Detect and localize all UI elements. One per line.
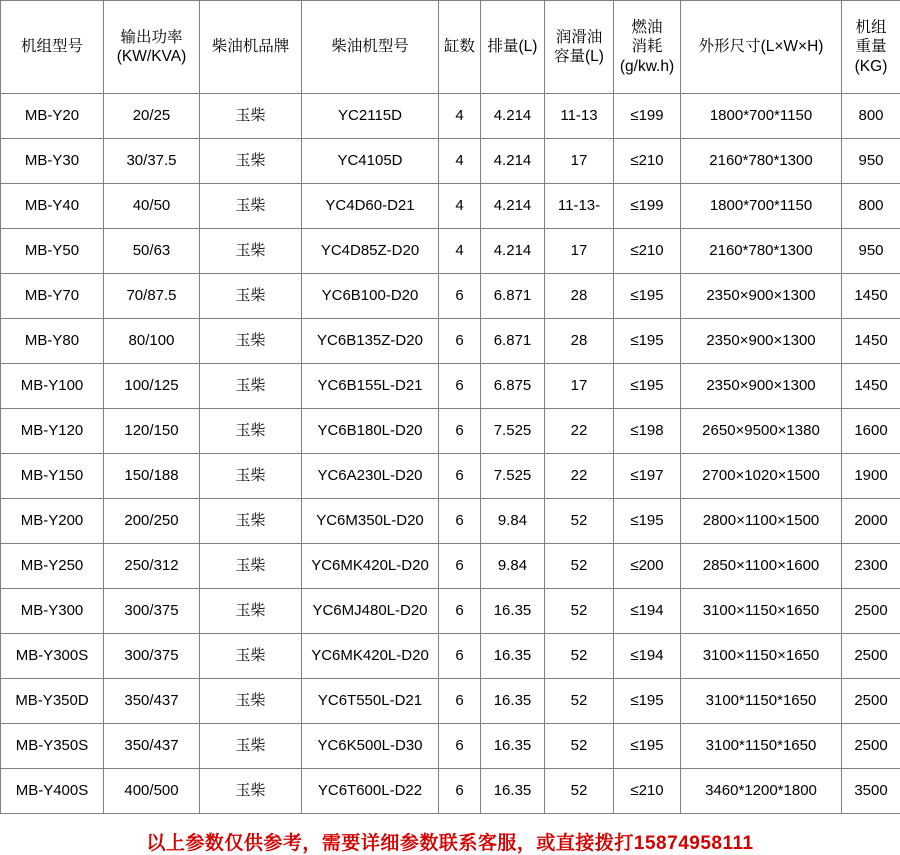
table-body [1, 94, 900, 814]
table-cell: 6 [439, 544, 481, 589]
table-cell: 50/63 [104, 229, 200, 274]
table-cell: 4.214 [481, 229, 545, 274]
cell-model: MB-Y120 [1, 409, 104, 454]
table-cell: ≤199 [614, 184, 681, 229]
table-cell: 1800*700*1150 [681, 184, 842, 229]
table-cell: YC6MK420L-D20 [302, 544, 439, 589]
table-cell: ≤194 [614, 634, 681, 679]
table-cell: YC6T550L-D21 [302, 679, 439, 724]
table-cell: 6 [439, 454, 481, 499]
table-cell: 11-13 [545, 94, 614, 139]
table-cell: 2500 [842, 589, 900, 634]
table-cell: 52 [545, 679, 614, 724]
table-row [1, 139, 900, 184]
table-row [1, 589, 900, 634]
table-cell: 300/375 [104, 634, 200, 679]
cell-brand: 玉柴 [200, 139, 302, 184]
table-cell: 9.84 [481, 544, 545, 589]
cell-model: MB-Y350S [1, 724, 104, 769]
table-cell: ≤195 [614, 319, 681, 364]
table-cell: 52 [545, 499, 614, 544]
table-cell: 3100*1150*1650 [681, 679, 842, 724]
table-cell: 300/375 [104, 589, 200, 634]
table-cell: 800 [842, 184, 900, 229]
table-cell: ≤200 [614, 544, 681, 589]
table-cell: 52 [545, 724, 614, 769]
table-cell: 120/150 [104, 409, 200, 454]
table-cell: 3460*1200*1800 [681, 769, 842, 814]
table-row [1, 499, 900, 544]
table-row [1, 184, 900, 229]
table-cell: 6 [439, 409, 481, 454]
table-cell: 30/37.5 [104, 139, 200, 184]
cell-brand: 玉柴 [200, 544, 302, 589]
header-row [1, 1, 900, 94]
column-header-line: 机组 [843, 18, 899, 37]
column-header-line: (g/kw.h) [615, 57, 679, 76]
footer-note: 以上参数仅供参考，需要详细参数联系客服，或直接拨打15874958111 [0, 814, 900, 855]
cell-model: MB-Y300S [1, 634, 104, 679]
table-cell: 2160*780*1300 [681, 229, 842, 274]
cell-model: MB-Y30 [1, 139, 104, 184]
table-cell: 200/250 [104, 499, 200, 544]
table-cell: YC6M350L-D20 [302, 499, 439, 544]
table-cell: 1450 [842, 319, 900, 364]
column-header-line: 缸数 [440, 37, 479, 56]
table-cell: 22 [545, 409, 614, 454]
table-cell: YC6B155L-D21 [302, 364, 439, 409]
table-row [1, 409, 900, 454]
column-header-line: 机组型号 [2, 37, 102, 56]
table-cell: ≤199 [614, 94, 681, 139]
table-cell: 52 [545, 544, 614, 589]
table-cell: 2500 [842, 634, 900, 679]
table-cell: 28 [545, 319, 614, 364]
table-row [1, 544, 900, 589]
table-cell: YC6T600L-D22 [302, 769, 439, 814]
table-cell: YC4D85Z-D20 [302, 229, 439, 274]
table-cell: 16.35 [481, 724, 545, 769]
table-row [1, 364, 900, 409]
table-cell: 3100×1150×1650 [681, 634, 842, 679]
column-header-line: 容量(L) [546, 47, 612, 66]
table-cell: 11-13- [545, 184, 614, 229]
table-cell: ≤195 [614, 724, 681, 769]
table-cell: 3100*1150*1650 [681, 724, 842, 769]
table-cell: ≤197 [614, 454, 681, 499]
table-header [1, 1, 900, 94]
table-cell: YC6B135Z-D20 [302, 319, 439, 364]
column-header-line: 消耗 [615, 37, 679, 56]
table-cell: 4 [439, 94, 481, 139]
table-cell: ≤210 [614, 229, 681, 274]
table-cell: ≤195 [614, 274, 681, 319]
cell-brand: 玉柴 [200, 769, 302, 814]
table-cell: 2650×9500×1380 [681, 409, 842, 454]
table-cell: YC2115D [302, 94, 439, 139]
table-cell: YC4105D [302, 139, 439, 184]
table-cell: 2850×1100×1600 [681, 544, 842, 589]
cell-brand: 玉柴 [200, 724, 302, 769]
column-header-line: 燃油 [615, 18, 679, 37]
table-cell: 4 [439, 184, 481, 229]
table-cell: ≤195 [614, 364, 681, 409]
column-header-0 [1, 1, 104, 94]
cell-model: MB-Y20 [1, 94, 104, 139]
cell-brand: 玉柴 [200, 94, 302, 139]
column-header-line: 外形尺寸(L×W×H) [682, 37, 840, 56]
table-row [1, 679, 900, 724]
column-header-9 [842, 1, 900, 94]
column-header-line: 输出功率 [105, 28, 198, 47]
table-cell: 3500 [842, 769, 900, 814]
table-row [1, 319, 900, 364]
table-cell: 4 [439, 139, 481, 184]
table-cell: ≤194 [614, 589, 681, 634]
table-cell: 2000 [842, 499, 900, 544]
table-cell: 6.871 [481, 319, 545, 364]
cell-model: MB-Y250 [1, 544, 104, 589]
table-cell: YC6K500L-D30 [302, 724, 439, 769]
table-cell: 800 [842, 94, 900, 139]
table-cell: 7.525 [481, 454, 545, 499]
table-cell: 1800*700*1150 [681, 94, 842, 139]
table-row [1, 769, 900, 814]
cell-model: MB-Y150 [1, 454, 104, 499]
cell-brand: 玉柴 [200, 679, 302, 724]
table-row [1, 724, 900, 769]
cell-brand: 玉柴 [200, 634, 302, 679]
table-cell: YC6A230L-D20 [302, 454, 439, 499]
table-cell: 16.35 [481, 589, 545, 634]
cell-model: MB-Y100 [1, 364, 104, 409]
cell-brand: 玉柴 [200, 364, 302, 409]
table-cell: 150/188 [104, 454, 200, 499]
table-cell: 6 [439, 634, 481, 679]
column-header-3 [302, 1, 439, 94]
cell-brand: 玉柴 [200, 409, 302, 454]
cell-brand: 玉柴 [200, 319, 302, 364]
table-cell: 2500 [842, 724, 900, 769]
table-cell: 22 [545, 454, 614, 499]
cell-model: MB-Y350D [1, 679, 104, 724]
table-cell: ≤198 [614, 409, 681, 454]
table-cell: 1900 [842, 454, 900, 499]
cell-brand: 玉柴 [200, 184, 302, 229]
table-cell: 28 [545, 274, 614, 319]
column-header-line: 重量 [843, 37, 899, 56]
cell-brand: 玉柴 [200, 589, 302, 634]
table-cell: 100/125 [104, 364, 200, 409]
cell-model: MB-Y200 [1, 499, 104, 544]
table-row [1, 274, 900, 319]
table-cell: 950 [842, 139, 900, 184]
table-cell: 17 [545, 229, 614, 274]
column-header-line: 柴油机品牌 [201, 37, 300, 56]
column-header-line: 柴油机型号 [303, 37, 437, 56]
table-cell: 4 [439, 229, 481, 274]
table-cell: 6.871 [481, 274, 545, 319]
table-cell: 2300 [842, 544, 900, 589]
table-cell: 6 [439, 769, 481, 814]
table-cell: 80/100 [104, 319, 200, 364]
table-cell: 9.84 [481, 499, 545, 544]
table-cell: 16.35 [481, 679, 545, 724]
column-header-line: (KW/KVA) [105, 47, 198, 66]
cell-model: MB-Y50 [1, 229, 104, 274]
column-header-8 [681, 1, 842, 94]
column-header-1 [104, 1, 200, 94]
table-row [1, 229, 900, 274]
table-cell: 2160*780*1300 [681, 139, 842, 184]
table-cell: 20/25 [104, 94, 200, 139]
table-cell: 2800×1100×1500 [681, 499, 842, 544]
column-header-4 [439, 1, 481, 94]
table-cell: 4.214 [481, 94, 545, 139]
cell-model: MB-Y40 [1, 184, 104, 229]
table-cell: 52 [545, 634, 614, 679]
table-cell: 40/50 [104, 184, 200, 229]
table-cell: 6 [439, 679, 481, 724]
cell-model: MB-Y80 [1, 319, 104, 364]
table-cell: 2350×900×1300 [681, 319, 842, 364]
table-cell: 4.214 [481, 139, 545, 184]
column-header-6 [545, 1, 614, 94]
table-cell: 250/312 [104, 544, 200, 589]
table-cell: 6 [439, 724, 481, 769]
column-header-line: (KG) [843, 57, 899, 76]
table-cell: 6.875 [481, 364, 545, 409]
table-cell: 70/87.5 [104, 274, 200, 319]
table-cell: 6 [439, 499, 481, 544]
table-cell: 6 [439, 364, 481, 409]
cell-brand: 玉柴 [200, 274, 302, 319]
table-cell: 1600 [842, 409, 900, 454]
column-header-7 [614, 1, 681, 94]
table-cell: ≤210 [614, 139, 681, 184]
table-cell: ≤210 [614, 769, 681, 814]
table-cell: 2700×1020×1500 [681, 454, 842, 499]
table-cell: 16.35 [481, 769, 545, 814]
table-cell: YC6B180L-D20 [302, 409, 439, 454]
column-header-5 [481, 1, 545, 94]
table-cell: YC6MK420L-D20 [302, 634, 439, 679]
column-header-line: 排量(L) [482, 37, 543, 56]
cell-brand: 玉柴 [200, 454, 302, 499]
cell-model: MB-Y70 [1, 274, 104, 319]
table-cell: 16.35 [481, 634, 545, 679]
table-cell: 52 [545, 769, 614, 814]
cell-brand: 玉柴 [200, 499, 302, 544]
table-cell: YC6MJ480L-D20 [302, 589, 439, 634]
table-cell: 6 [439, 274, 481, 319]
column-header-line: 润滑油 [546, 28, 612, 47]
cell-model: MB-Y300 [1, 589, 104, 634]
table-cell: 400/500 [104, 769, 200, 814]
table-cell: 350/437 [104, 679, 200, 724]
table-cell: 350/437 [104, 724, 200, 769]
table-cell: 4.214 [481, 184, 545, 229]
table-cell: 6 [439, 589, 481, 634]
table-cell: ≤195 [614, 499, 681, 544]
table-cell: 6 [439, 319, 481, 364]
cell-brand: 玉柴 [200, 229, 302, 274]
table-cell: 17 [545, 364, 614, 409]
table-cell: 7.525 [481, 409, 545, 454]
table-cell: 950 [842, 229, 900, 274]
table-row [1, 634, 900, 679]
table-cell: 2350×900×1300 [681, 274, 842, 319]
table-cell: 1450 [842, 274, 900, 319]
table-cell: YC4D60-D21 [302, 184, 439, 229]
cell-model: MB-Y400S [1, 769, 104, 814]
table-cell: 3100×1150×1650 [681, 589, 842, 634]
table-row [1, 94, 900, 139]
table-cell: 17 [545, 139, 614, 184]
table-cell: YC6B100-D20 [302, 274, 439, 319]
table-cell: 52 [545, 589, 614, 634]
table-cell: ≤195 [614, 679, 681, 724]
table-cell: 2500 [842, 679, 900, 724]
table-cell: 2350×900×1300 [681, 364, 842, 409]
table-cell: 1450 [842, 364, 900, 409]
table-row [1, 454, 900, 499]
column-header-2 [200, 1, 302, 94]
